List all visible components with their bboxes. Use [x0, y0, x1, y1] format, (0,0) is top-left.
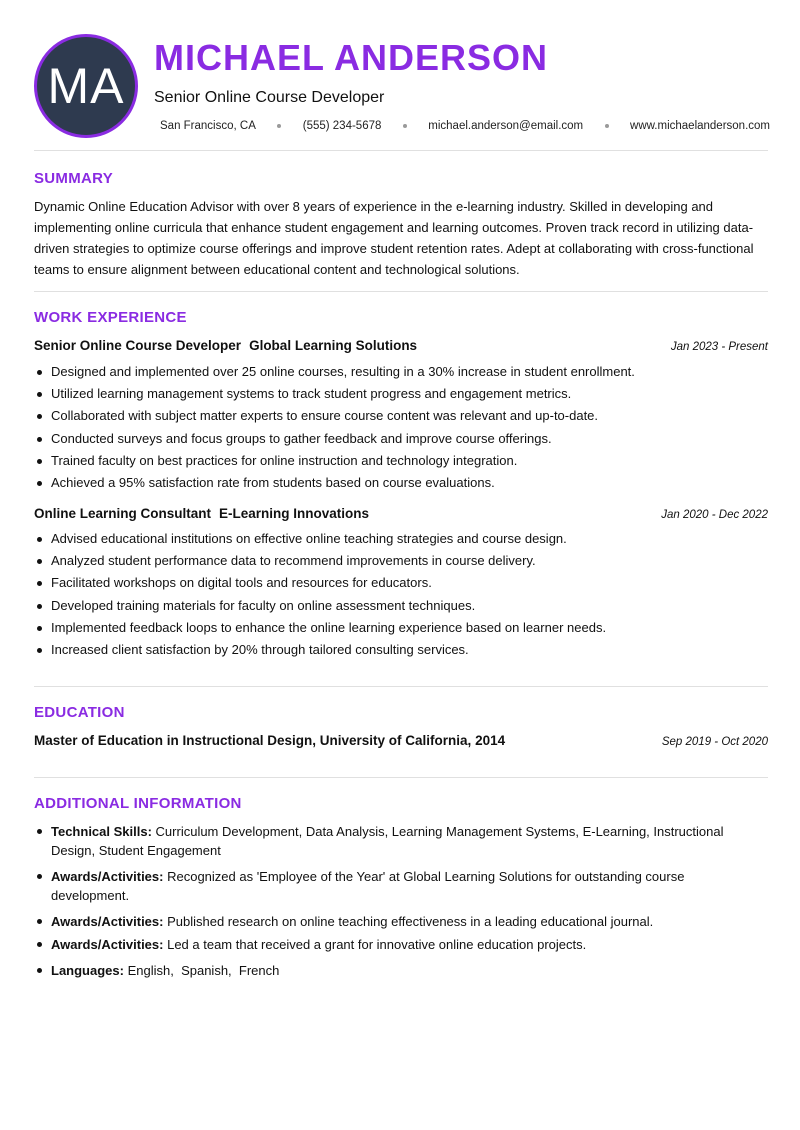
list-item: [51, 912, 751, 931]
item-text: English, Spanish, French: [127, 963, 280, 978]
contact-website[interactable]: www.michaelanderson.com: [630, 120, 770, 132]
list-item: [51, 961, 751, 980]
summary-text: Dynamic Online Education Advisor with over 8 years of experience in the e-learning industry. Skilled in developing and implementing online curricula that enhance student engagement and learning outcomes. Proven track record in utilizing data-driven strategies to optimize course offerings and improve student retention rates. Adept at collaborating with cross-functional teams to ensure alignment between educational content and technological solutions.: [34, 199, 754, 277]
list-item: Conducted surveys and focus groups to gather feedback and improve course offerings.: [51, 429, 766, 451]
resume-header: [34, 34, 768, 138]
job-bullets: [51, 529, 766, 662]
candidate-headline: Senior Online Course Developer: [154, 89, 385, 106]
list-item: [51, 935, 751, 954]
divider: [34, 777, 768, 778]
separator-dot: [277, 124, 281, 128]
summary-heading: SUMMARY: [34, 170, 114, 187]
education-degree: Master of Education in Instructional Design, University of California, 2014: [34, 733, 506, 748]
item-label: Awards/Activities:: [51, 914, 164, 929]
item-text: Led a team that received a grant for innovative online education projects.: [167, 937, 587, 952]
item-label: Languages:: [51, 963, 124, 978]
item-text: Curriculum Development, Data Analysis, Learning Management Systems, E-Learning, Instructional Design, Student Engagement: [51, 824, 724, 858]
list-item: [51, 822, 751, 860]
list-item: Designed and implemented over 25 online courses, resulting in a 30% increase in student enrollment.: [51, 362, 766, 384]
list-item: Advised educational institutions on effective online teaching strategies and course design.: [51, 529, 766, 551]
contact-phone: (555) 234-5678: [302, 120, 382, 132]
item-label: Awards/Activities:: [51, 937, 164, 952]
contact-line: [160, 120, 770, 132]
contact-email[interactable]: michael.anderson@email.com: [428, 120, 584, 132]
job-bullets: [51, 362, 766, 495]
additional-heading: ADDITIONAL INFORMATION: [34, 795, 242, 812]
list-item: Facilitated workshops on digital tools and resources for educators.: [51, 573, 766, 595]
list-item: Developed training materials for faculty on online assessment techniques.: [51, 596, 766, 618]
divider: [34, 686, 768, 687]
divider: [34, 150, 768, 151]
item-text: Published research on online teaching effectiveness in a leading educational journal.: [167, 914, 654, 929]
list-item: Achieved a 95% satisfaction rate from students based on course evaluations.: [51, 473, 766, 495]
job-company: E-Learning Innovations: [219, 506, 370, 521]
list-item: [51, 867, 751, 905]
education-heading: EDUCATION: [34, 704, 125, 721]
item-text: Recognized as 'Employee of the Year' at Global Learning Solutions for outstanding course development.: [51, 869, 685, 903]
experience-heading: WORK EXPERIENCE: [34, 309, 187, 326]
list-item: Increased client satisfaction by 20% through tailored consulting services.: [51, 640, 766, 662]
job-role: Senior Online Course Developer: [34, 338, 242, 353]
candidate-name: MICHAEL ANDERSON: [154, 37, 549, 78]
list-item: Collaborated with subject matter experts to ensure course content was relevant and up-to-date.: [51, 406, 766, 428]
job-title: [34, 506, 369, 521]
item-label: Technical Skills:: [51, 824, 152, 839]
avatar-initials: MA: [47, 58, 125, 114]
separator-dot: [403, 124, 407, 128]
item-label: Awards/Activities:: [51, 869, 164, 884]
list-item: Utilized learning management systems to track student progress and engagement metrics.: [51, 384, 766, 406]
job-dates: Jan 2020 - Dec 2022: [661, 509, 768, 521]
list-item: Analyzed student performance data to recommend improvements in course delivery.: [51, 551, 766, 573]
additional-list: [51, 822, 751, 984]
avatar: [34, 34, 138, 138]
list-item: Trained faculty on best practices for online instruction and technology integration.: [51, 451, 766, 473]
job-dates: Jan 2023 - Present: [670, 341, 768, 353]
job-role: Online Learning Consultant: [34, 506, 212, 521]
education-dates: Sep 2019 - Oct 2020: [661, 736, 768, 748]
divider: [34, 291, 768, 292]
separator-dot: [605, 124, 609, 128]
job-company: Global Learning Solutions: [249, 338, 418, 353]
job-title: [34, 338, 417, 353]
contact-location: San Francisco, CA: [160, 120, 256, 132]
list-item: Implemented feedback loops to enhance the online learning experience based on learner needs.: [51, 618, 766, 640]
